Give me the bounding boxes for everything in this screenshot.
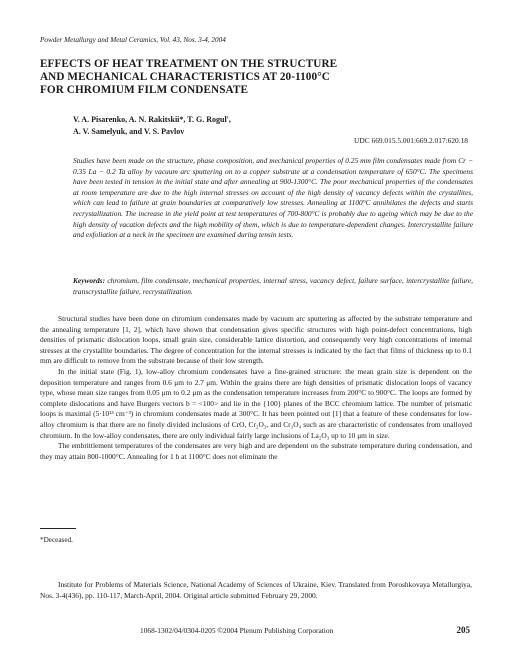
udc-code: UDC 669.015.5.001:669.2.017:620.18: [354, 136, 468, 145]
affiliation-note: Institute for Problems of Materials Science, National Academy of Sciences of Ukraine, Kiev. Translated from Poroshkovaya Metallurgiya, Nos. 3-4(436), pp. 110-117, March-April, 2004. Original article submitted February 29, 2000.: [40, 580, 472, 600]
author-line: V. A. Pisarenko, A. N. Rakitskii*, T. G. Rogul',: [73, 115, 231, 124]
body-paragraph: The embrittlement temperatures of the condensates are very high and are dependent on the substrate temperature during condensation, and they may attain 800-1000°C. Annealing for 1 h at 1100°C does not eliminate the: [40, 441, 472, 461]
page-number: 205: [456, 625, 470, 635]
journal-header: Powder Metallurgy and Metal Ceramics, Vol. 43, Nos. 3-4, 2004: [40, 36, 226, 44]
keywords: [73, 276, 473, 297]
body-text: [40, 314, 472, 462]
author-line: A. V. Samelyuk, and V. S. Pavlov: [73, 126, 185, 136]
body-paragraph: Structural studies have been done on chromium condensates made by vacuum arc sputtering as affected by the substrate temperature and the annealing temperature [1, 2], which have shown that condensation gives specific structures with high point-defect concentrations, high densities of prismatic dislocation loops, small grain size, considerable lattice distortion, and consequently very high concentrations of internal stresses at the crystallite boundaries. The degree of concentration for the internal stresses is indicated by the fact that films of thickness up to 0.1 mm are difficult to remove from the substrate because of their low strength.: [40, 314, 472, 366]
title-line: AND MECHANICAL CHARACTERISTICS AT 20-1100°C: [40, 71, 330, 83]
author-list: [73, 114, 231, 137]
footnote-divider: [40, 528, 76, 529]
title-line: EFFECTS OF HEAT TREATMENT ON THE STRUCTURE: [40, 58, 338, 70]
paper-title: [40, 58, 460, 97]
title-line: FOR CHROMIUM FILM CONDENSATE: [40, 84, 249, 96]
footnote: *Deceased.: [40, 536, 73, 544]
copyright-code: 1068-1302/04/0304-0205 ©2004 Plenum Publishing Corporation: [140, 626, 334, 635]
keywords-label: Keywords:: [73, 276, 106, 285]
abstract: Studies have been made on the structure, phase composition, and mechanical properties of 0.25 mm film condensates made from Cr − 0.35 La − 0.2 Ta alloy by vacuum arc sputtering on to a copper substrate at a condensation temperature of 650°C. The specimens have been tested in tension in the initial state and after annealing at 900-1300°C. The poor mechanical properties of the condensates at room temperature are due to the high internal stresses on account of the high density of vacancy defects within the crystallites, which can lead to failure at grain boundaries at comparatively low stresses. Annealing at 1100°C annihilates the defects and starts recrystallization. The increase in the yield point at test temperatures of 700-800°C is probably due to ageing which may be due to the high density of vacation defects and the high mobility of them, which is due to temperature-dependent changes. Intercrystallite failure and exfoliation at a neck in the specimen are examined during tensin tests.: [73, 156, 473, 240]
keywords-text: chromium, film condensate, mechanical properties, internal stress, vacancy defect, failure surface, intercrystallite failure, transcrystallite failure, recrystallization.: [73, 276, 473, 296]
body-paragraph: In the initial state (Fig. 1), low-alloy chromium condensates have a fine-grained structure: the mean grain size is dependent on the deposition temperature and ranges from 0.6 μm to 2.7 μm. Within the grains there are high densities of prismatic dislocation loops of vacancy type, whose mean size ranges from 0.05 μm to 0.2 μm as the condensation temperature increases from 200°C to 900°C. The loops are formed by complete dislocations and have Burgers vectors b = <100> and lie in the {100} planes of the BCC chromium lattice. The number of prismatic loops is maximal (5·10¹³ cm⁻³) in chromium condensates made at 300°C. It has been pointed out [1] that a feature of these condensates for low-alloy chromium is that there are no finely divided inclusions of CrO, Cr₂O₃, and Cr₃O₄ such as are characteristic of condensates from unalloyed chromium. In the low-alloy condensates, there are only individual fairly large inclusions of La₂O₃ up to 10 μm in size.: [40, 366, 472, 440]
